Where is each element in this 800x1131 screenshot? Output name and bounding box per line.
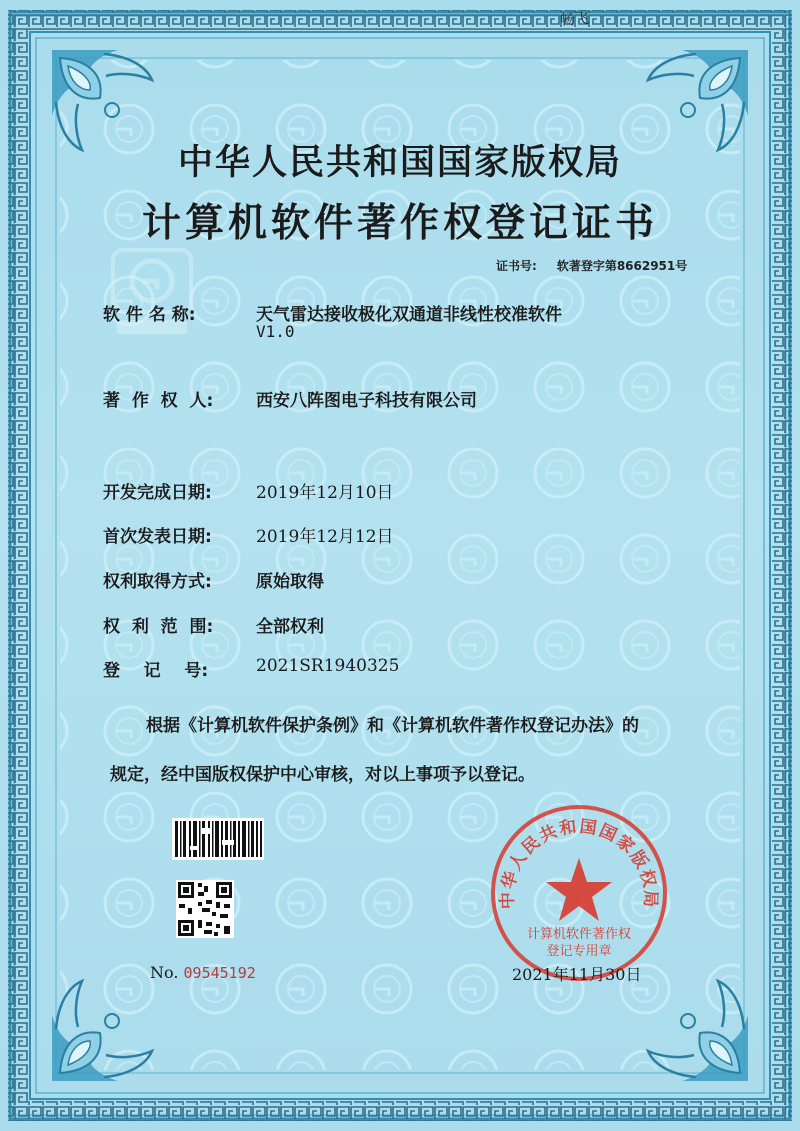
copyright-center-logo-icon [107, 244, 197, 340]
qr-code-icon [176, 880, 234, 938]
completion-date-label: 开发完成日期: [103, 483, 212, 503]
rights-scope-value: 全部权利 [256, 617, 324, 637]
certificate-number-value: 软著登字第8662951号 [556, 259, 688, 273]
copyright-owner-value: 西安八阵图电子科技有限公司 [256, 391, 477, 411]
barcode-icon [172, 818, 264, 860]
software-name-label: 软 件 名 称: [103, 305, 196, 325]
software-name-value: 天气雷达接收极化双通道非线性校准软件 [256, 305, 562, 325]
copyright-owner-field [103, 386, 477, 411]
registration-number-label: 登 记 号: [103, 661, 209, 681]
corner-ornament-icon [48, 975, 158, 1085]
seal-inner-line-2: 登记专用章 [546, 944, 612, 959]
completion-date-field [103, 478, 394, 503]
completion-date-value: 2019年12月10日 [256, 483, 394, 503]
seal-outer-text: 中华人民共和国国家版权局 [497, 816, 661, 910]
first-publish-date-value: 2019年12月12日 [256, 527, 394, 547]
first-publish-date-field [103, 522, 394, 547]
software-version-value: V1.0 [256, 322, 295, 341]
corner-ornament-icon [642, 975, 752, 1085]
acquisition-method-value: 原始取得 [256, 572, 324, 592]
copyright-owner-label: 著 作 权 人: [103, 391, 214, 411]
issuing-authority: 中华人民共和国国家版权局 [177, 143, 622, 183]
registration-number-field [103, 656, 400, 681]
first-publish-date-label: 首次发表日期: [103, 527, 212, 547]
rights-scope-label: 权 利 范 围: [103, 617, 214, 637]
certificate-title: 计算机软件著作权登记证书 [141, 201, 658, 246]
handwritten-note: 畅飞 [559, 9, 589, 29]
registration-number-value: 2021SR1940325 [256, 656, 400, 676]
certificate-number [496, 257, 687, 274]
seal-inner-line-1: 计算机软件著作权 [526, 927, 632, 942]
acquisition-method-field [103, 567, 324, 592]
issue-date: 2021年11月30日 [512, 965, 642, 984]
official-seal-stamp [486, 800, 672, 986]
rights-scope-field [103, 612, 324, 637]
serial-number-value: 09545192 [183, 964, 256, 982]
statement-line-1: 根据《计算机软件保护条例》和《计算机软件著作权登记办法》的 [146, 716, 639, 736]
software-name-field [103, 300, 562, 325]
statement-line-2: 规定，经中国版权保护中心审核，对以上事项予以登记。 [110, 765, 535, 785]
serial-number-prefix: No. [150, 963, 179, 982]
serial-number [150, 963, 256, 982]
acquisition-method-label: 权利取得方式: [103, 572, 212, 592]
certificate-number-label: 证书号: [496, 259, 537, 273]
